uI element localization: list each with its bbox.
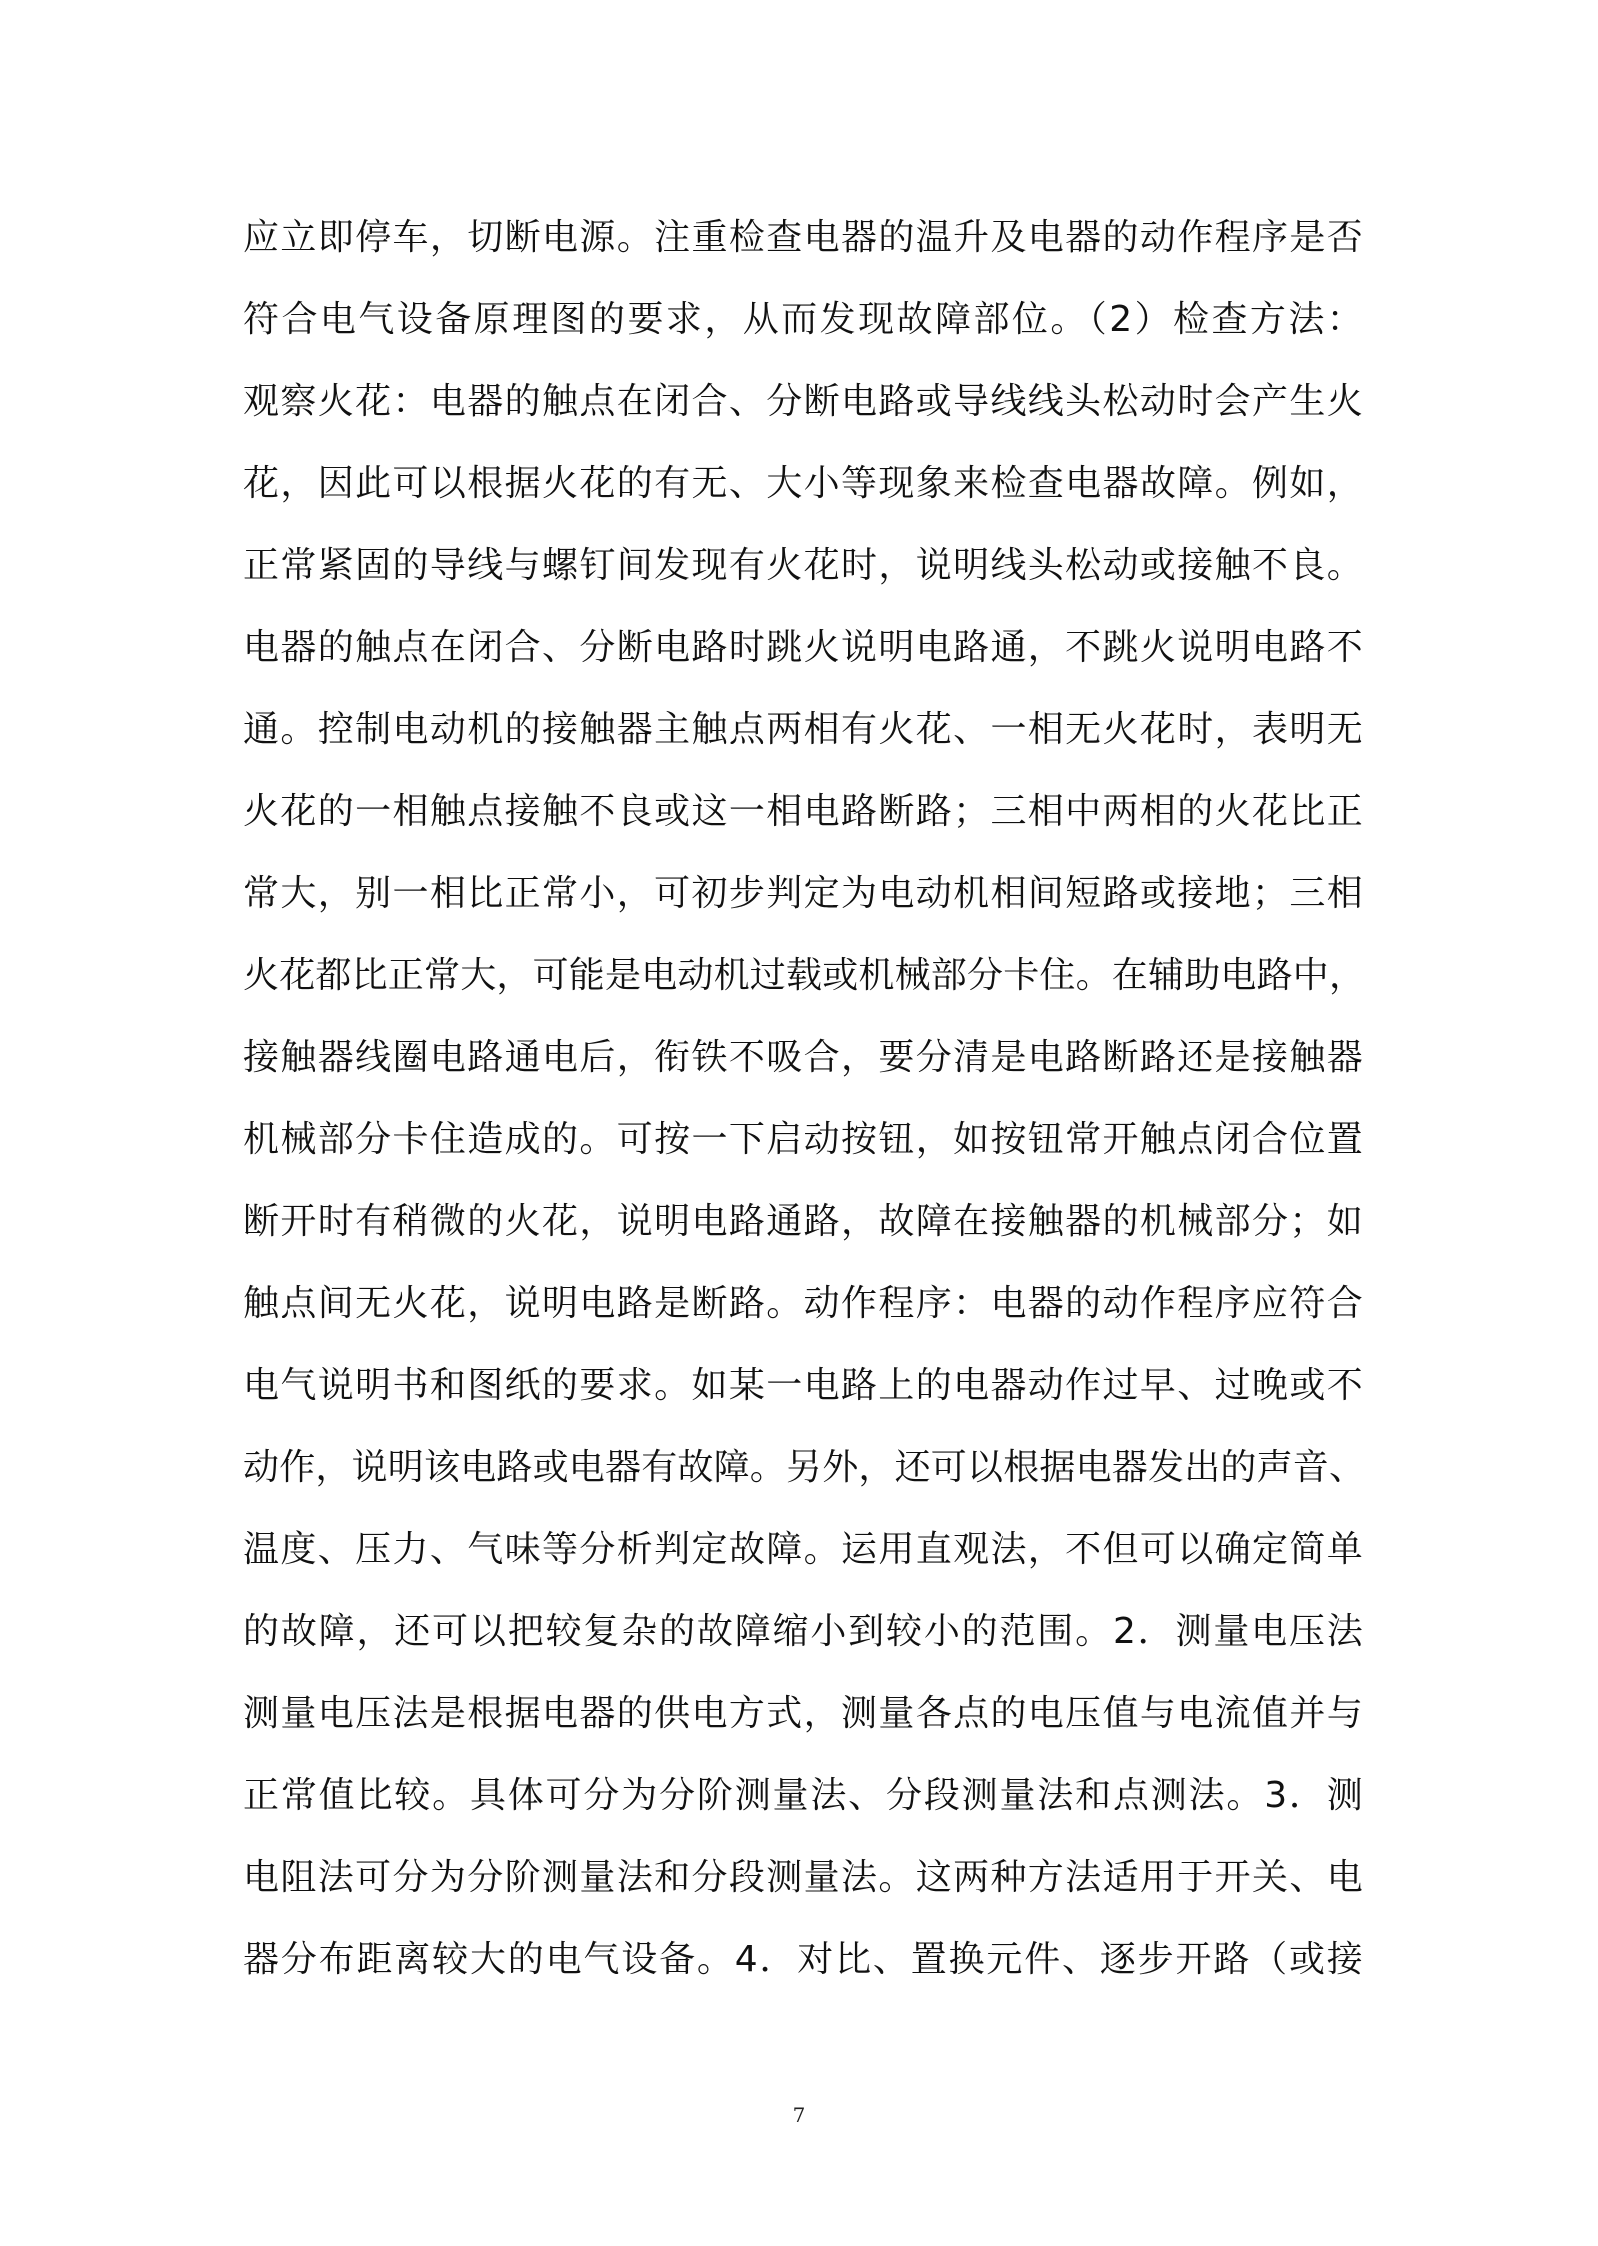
- text-line: 正常值比较。具体可分为分阶测量法、分段测量法和点测法。3．测: [243, 1775, 1363, 1816]
- text-line: 正常紧固的导线与螺钉间发现有火花时，说明线头松动或接触不良。: [243, 545, 1363, 586]
- text-line: 火花的一相触点接触不良或这一相电路断路；三相中两相的火花比正: [243, 791, 1363, 832]
- text-line: 机械部分卡住造成的。可按一下启动按钮，如按钮常开触点闭合位置: [243, 1119, 1363, 1160]
- text-line: 触点间无火花，说明电路是断路。动作程序：电器的动作程序应符合: [243, 1283, 1363, 1324]
- text-line: 电器的触点在闭合、分断电路时跳火说明电路通，不跳火说明电路不: [243, 627, 1363, 668]
- text-line: 器分布距离较大的电气设备。4．对比、置换元件、逐步开路（或接: [243, 1939, 1363, 1980]
- text-line: 花，因此可以根据火花的有无、大小等现象来检查电器故障。例如，: [243, 463, 1363, 504]
- text-line: 火花都比正常大，可能是电动机过载或机械部分卡住。在辅助电路中，: [243, 955, 1366, 996]
- text-line: 测量电压法是根据电器的供电方式，测量各点的电压值与电流值并与: [243, 1693, 1363, 1734]
- page-number: 7: [792, 2103, 806, 2127]
- body-text: [243, 206, 1366, 2010]
- text-line: 符合电气设备原理图的要求，从而发现故障部位。（2）检查方法：: [243, 299, 1363, 340]
- text-line: 电阻法可分为分阶测量法和分段测量法。这两种方法适用于开关、电: [243, 1857, 1363, 1898]
- text-line: 动作，说明该电路或电器有故障。另外，还可以根据电器发出的声音、: [243, 1447, 1366, 1488]
- text-line: 接触器线圈电路通电后，衔铁不吸合，要分清是电路断路还是接触器: [243, 1037, 1363, 1078]
- text-line: 电气说明书和图纸的要求。如某一电路上的电器动作过早、过晚或不: [243, 1365, 1363, 1406]
- text-line: 应立即停车，切断电源。注重检查电器的温升及电器的动作程序是否: [243, 217, 1363, 258]
- text-line: 的故障，还可以把较复杂的故障缩小到较小的范围。2．测量电压法: [243, 1611, 1363, 1652]
- text-line: 断开时有稍微的火花，说明电路通路，故障在接触器的机械部分；如: [243, 1201, 1363, 1242]
- text-line: 观察火花：电器的触点在闭合、分断电路或导线线头松动时会产生火: [243, 381, 1363, 422]
- text-line: 常大，别一相比正常小，可初步判定为电动机相间短路或接地；三相: [243, 873, 1363, 914]
- text-line: 通。控制电动机的接触器主触点两相有火花、一相无火花时，表明无: [243, 709, 1363, 750]
- text-line: 温度、压力、气味等分析判定故障。运用直观法，不但可以确定简单: [243, 1529, 1363, 1570]
